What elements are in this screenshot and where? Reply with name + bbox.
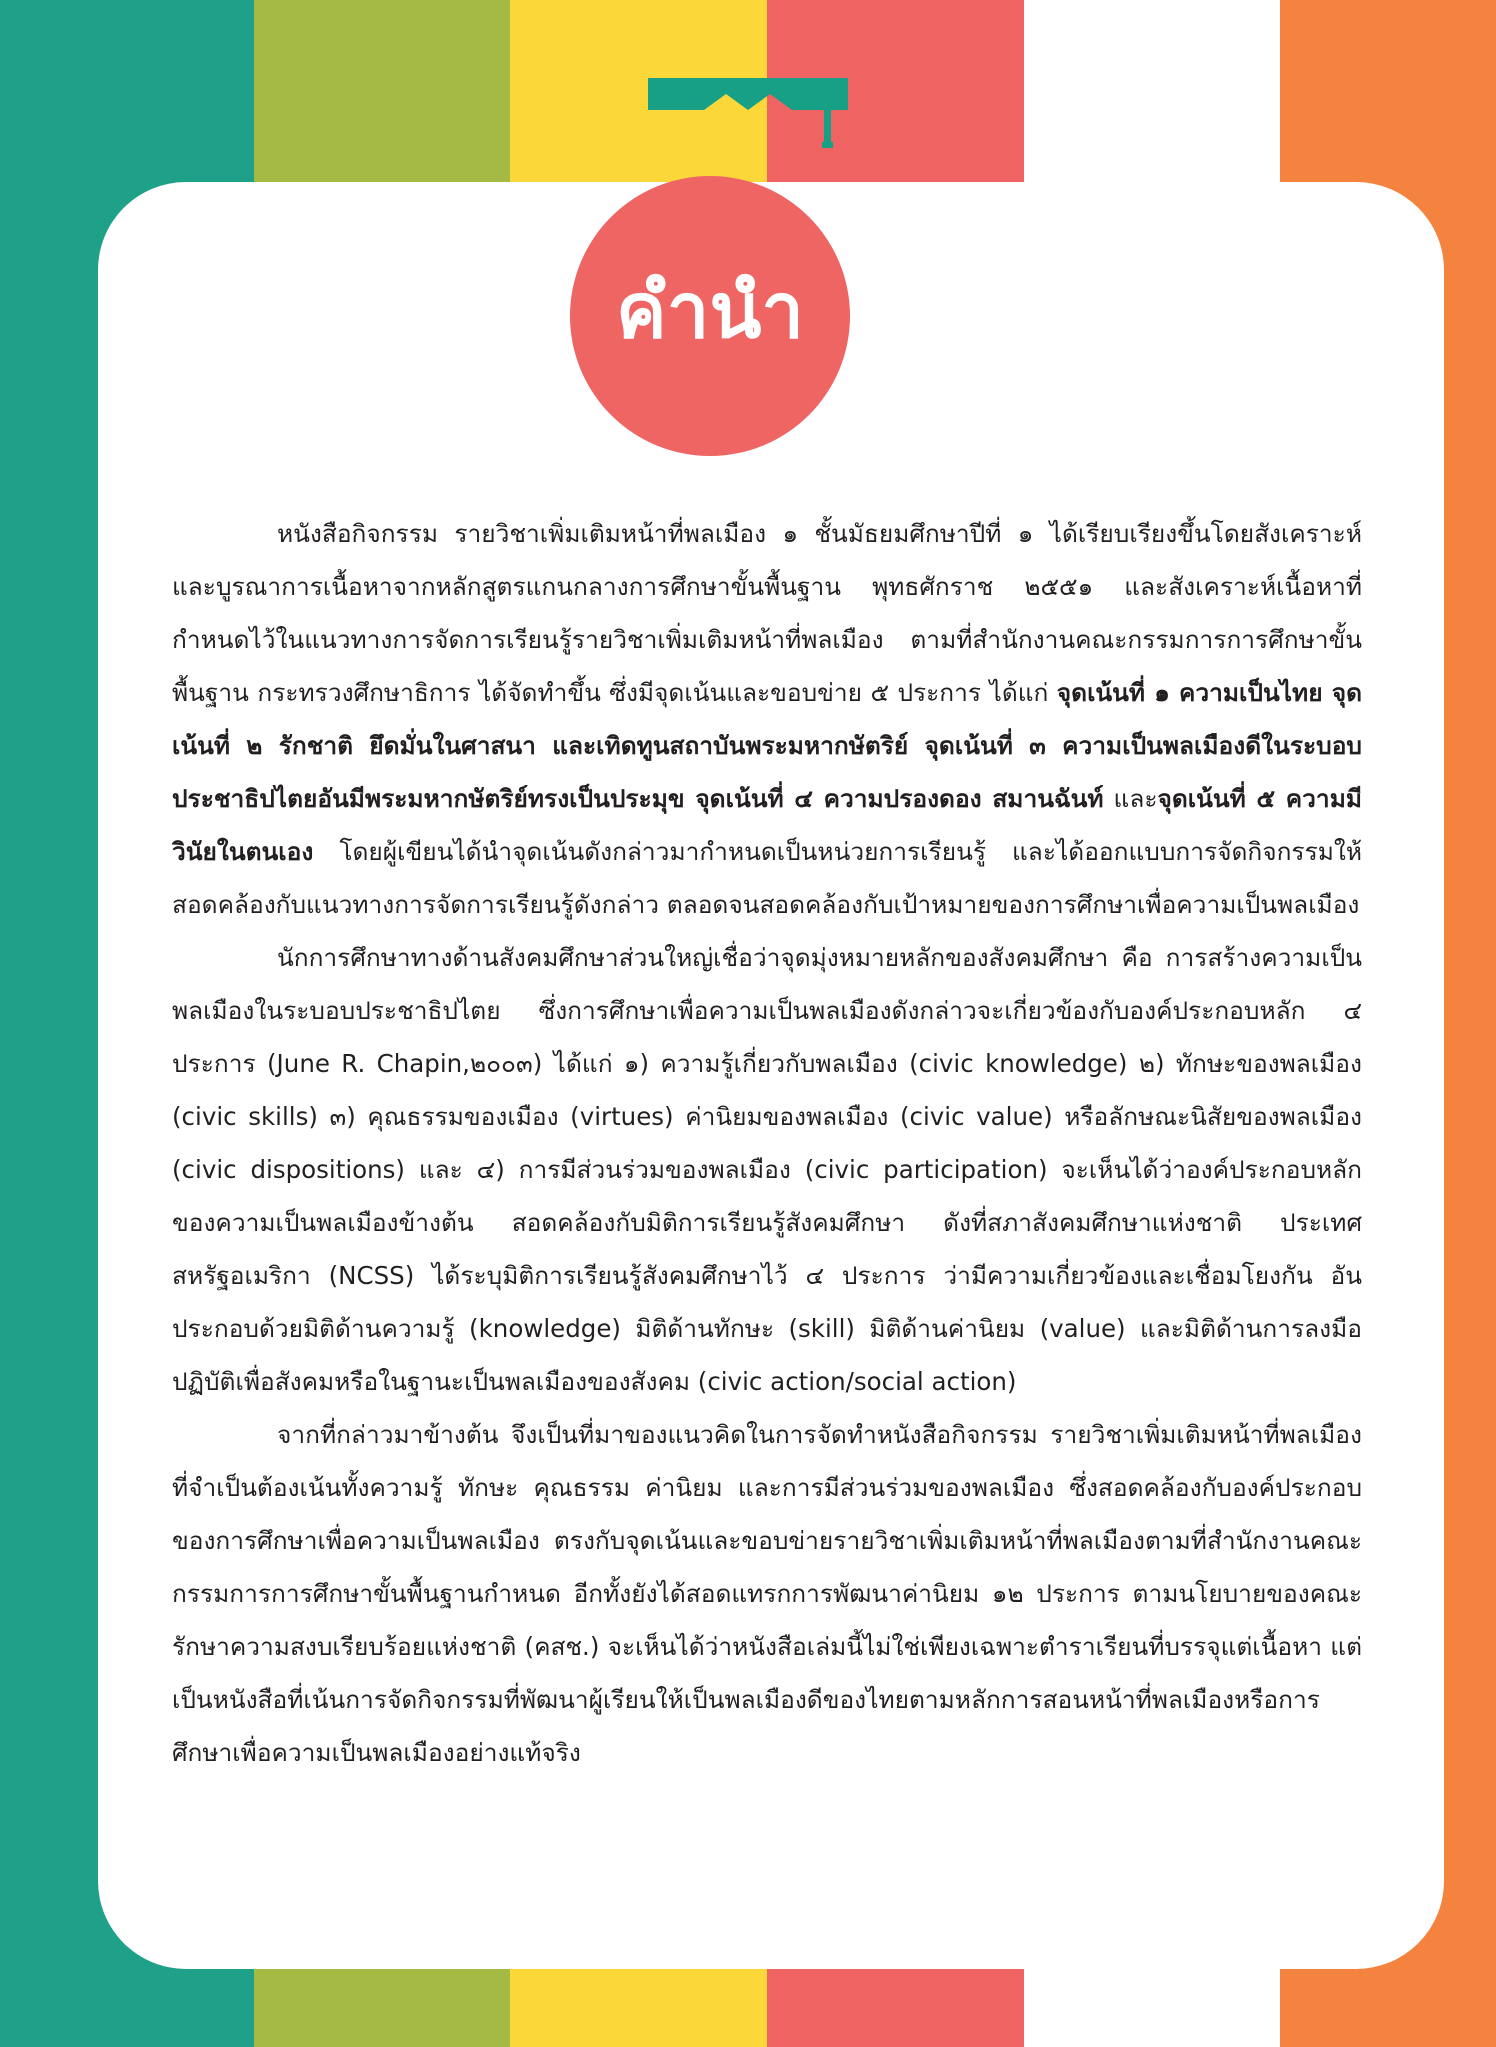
paragraph-2: นักการศึกษาทางด้านสังคมศึกษาส่วนใหญ่เชื่อว่าจุดมุ่งหมายหลักของสังคมศึกษา คือ การสร้างความเป็นพลเมืองในระบอบประชาธิปไตย ซึ่งการศึกษาเพื่อความเป็นพลเมืองดังกล่าวจะเกี่ยวข้องกับองค์ประกอบหลัก ๔ ประการ (June R. Chapin,๒๐๐๓) ได้แก่ ๑) ความรู้เกี่ยวกับพลเมือง (civic knowledge) ๒) ทักษะของพลเมือง (civic skills) ๓) คุณธรรมของเมือง (virtues) ค่านิยมของพลเมือง (civic value) หรือลักษณะนิสัยของพลเมือง (civic dispositions) และ ๔) การมีส่วนร่วมของพลเมือง (civic participation) จะเห็นได้ว่าองค์ประกอบหลักของความเป็นพลเมืองข้างต้น สอดคล้องกับมิติการเรียนรู้สังคมศึกษา ดังที่สภาสังคมศึกษาแห่งชาติ ประเทศสหรัฐอเมริกา (NCSS) ได้ระบุมิติการเรียนรู้สังคมศึกษาไว้ ๔ ประการ ว่ามีความเกี่ยวข้องและเชื่อมโยงกัน อันประกอบด้วยมิติด้านความรู้ (knowledge) มิติด้านทักษะ (skill) มิติด้านค่านิยม (value) และมิติด้านการลงมือปฏิบัติเพื่อสังคมหรือในฐานะเป็นพลเมืองของสังคม (civic action/social action) (172, 943, 1362, 1396)
paragraph-1-ending: โดยผู้เขียนได้นำจุดเน้นดังกล่าวมากำหนดเป็นหน่วยการเรียนรู้ และได้ออกแบบการจัดกิจกรรมให้สอดคล้องกับแนวทางการจัดการเรียนรู้ดังกล่าว ตลอดจนสอดคล้องกับเป้าหมายของการศึกษาเพื่อความเป็นพลเมือง (172, 837, 1362, 919)
paragraph-1-bold-focus-5: จุดเน้นที่ ๕ ความมีวินัยในตนเอง (172, 784, 1362, 866)
page-title: คำนำ (615, 266, 805, 355)
title-badge (570, 176, 850, 456)
paragraph-3: จากที่กล่าวมาข้างต้น จึงเป็นที่มาของแนวคิดในการจัดทำหนังสือกิจกรรม รายวิชาเพิ่มเติมหน้าที่พลเมือง ที่จำเป็นต้องเน้นทั้งความรู้ ทักษะ คุณธรรม ค่านิยม และการมีส่วนร่วมของพลเมือง ซึ่งสอดคล้องกับองค์ประกอบของการศึกษาเพื่อความเป็นพลเมือง ตรงกับจุดเน้นและขอบข่ายรายวิชาเพิ่มเติมหน้าที่พลเมืองตามที่สำนักงานคณะกรรมการการศึกษาขั้นพื้นฐานกำหนด อีกทั้งยังได้สอดแทรกการพัฒนาค่านิยม ๑๒ ประการ ตามนโยบายของคณะรักษาความสงบเรียบร้อยแห่งชาติ (คสช.) จะเห็นได้ว่าหนังสือเล่มนี้ไม่ใช่เพียงเฉพาะตำราเรียนที่บรรจุแต่เนื้อหา แต่เป็นหนังสือที่เน้นการจัดกิจกรรมที่พัฒนาผู้เรียนให้เป็นพลเมืองดีของไทยตามหลักการสอนหน้าที่พลเมืองหรือการศึกษาเพื่อความเป็นพลเมืองอย่างแท้จริง (172, 1420, 1362, 1767)
preface-text (172, 507, 1362, 1779)
paragraph-1-bold-focus: จุดเน้นที่ ๑ ความเป็นไทย จุดเน้นที่ ๒ รักชาติ ยึดมั่นในศาสนา และเทิดทูนสถาบันพระมหากษัตริย์ จุดเน้นที่ ๓ ความเป็นพลเมืองดีในระบอบประชาธิปไตยอันมีพระมหากษัตริย์ทรงเป็นประมุข จุดเน้นที่ ๔ ความปรองดอง สมานฉันท์ (172, 678, 1362, 813)
graduation-cap-icon (648, 78, 848, 148)
paragraph-1 (172, 507, 1362, 931)
paragraph-1-conjunction: และ (1103, 784, 1158, 813)
paragraph-1-text: หนังสือกิจกรรม รายวิชาเพิ่มเติมหน้าที่พลเมือง ๑ ชั้นมัธยมศึกษาปีที่ ๑ ได้เรียบเรียงขึ้นโดยสังเคราะห์และบูรณาการเนื้อหาจากหลักสูตรแกนกลางการศึกษาขั้นพื้นฐาน พุทธศักราช ๒๕๕๑ และสังเคราะห์เนื้อหาที่กำหนดไว้ในแนวทางการจัดการเรียนรู้รายวิชาเพิ่มเติมหน้าที่พลเมือง ตามที่สำนักงานคณะกรรมการการศึกษาขั้นพื้นฐาน กระทรวงศึกษาธิการ ได้จัดทำขึ้น ซึ่งมีจุดเน้นและขอบข่าย ๕ ประการ ได้แก่ (172, 519, 1362, 707)
